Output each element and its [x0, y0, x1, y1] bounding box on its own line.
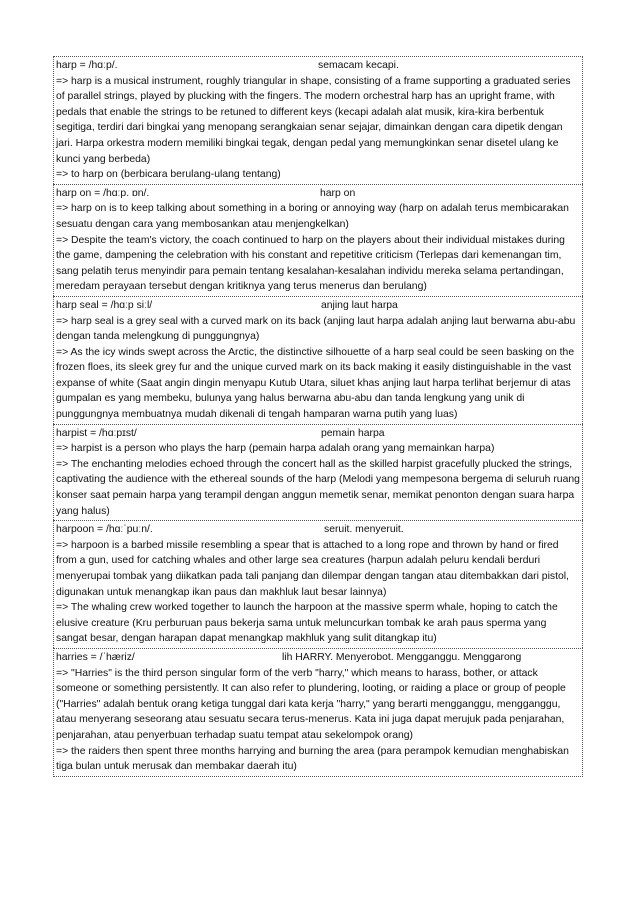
- entry-header: [56, 58, 580, 74]
- headword: harp on = /hɑːp. ɒn/.: [56, 187, 150, 199]
- example-line: => the raiders then spent three months harrying and burning the area (para perampok kemudian menghabiskan tiga bulan untuk merusak dan membakar daerah itu): [56, 745, 569, 773]
- definition-line: => "Harries" is the third person singular form of the verb "harry," which means to harass, bother, or attack someone or something persistently. It can also refer to plundering, looting, or raiding a place or group of people ("Harries" adalah bentuk orang ketiga tunggal dari kata kerja "harry," yang berarti mengganggu, mengganggu, atau menyerang seseorang atau sesuatu secara terus-menerus. Kata ini juga dapat merujuk pada penjarahan, penjarahan, atau penyerbuan terhadap suatu tempat atau sekelompok orang): [56, 667, 566, 741]
- translation: lih HARRY. Menyerobot. Mengganggu. Menggarong: [282, 651, 522, 663]
- definition-line: => to harp on (berbicara berulang-ulang tentang): [56, 169, 281, 181]
- dictionary-entry-harries: [53, 648, 583, 777]
- entry-header: [56, 650, 580, 666]
- dictionary-entry-harp-on: [53, 184, 583, 296]
- dictionary-entry-harpist: [53, 424, 583, 521]
- headword: harpoon = /hɑːˈpuːn/.: [56, 524, 153, 536]
- translation: anjing laut harpa: [321, 299, 398, 311]
- example-line: => The whaling crew worked together to launch the harpoon at the massive sperm whale, hoping to catch the elusive creature (Kru perburuan paus bekerja sama untuk meluncurkan tombak ke arah paus sperma yang sangat besar, dengan harapan dapat menangkap makhluk yang sulit ditangkap itu): [56, 602, 558, 645]
- dictionary-page: [53, 56, 583, 777]
- dictionary-entry-harp: [53, 56, 583, 184]
- headword: harpist = /hɑːpɪst/: [56, 427, 137, 439]
- definition-line: => harp is a musical instrument, roughly triangular in shape, consisting of a frame supporting a graduated series of parallel strings, played by plucking with the fingers. The modern orchestral harp has an upright frame, with pedals that enable the strings to be retuned to different keys (kecapi adalah alat musik, kira-kira berbentuk segitiga, terdiri dari bingkai yang menopang serangkaian senar sejajar, dimainkan dengan cara dipetik dengan jari. Harpa orkestra modern memiliki bingkai tegak, dengan pedal yang memungkinkan senar disetel ulang ke kunci yang berbeda): [56, 75, 571, 165]
- example-line: => As the icy winds swept across the Arctic, the distinctive silhouette of a harp seal could be seen basking on the frozen floes, its sleek grey fur and the unique curved mark on its back making it easily distinguishable in the vast expanse of white (Saat angin dingin menyapu Kutub Utara, siluet khas anjing laut harpa terlihat berjemur di atas gumpalan es yang membeku, bulunya yang halus berwarna abu-abu dan tanda lengkung yang unik di punggungnya membuatnya mudah dikenali di tengah hamparan warna putih yang luas): [56, 346, 575, 421]
- entry-header: [56, 298, 580, 314]
- example-line: => The enchanting melodies echoed through the concert hall as the skilled harpist gracefully plucked the strings, captivating the audience with the ethereal sounds of the harp (Melodi yang mempesona bergema di seluruh ruang konser saat pemain harpa yang terampil dengan anggun memetik senar, memikat penonton dengan suara harpa yang halus): [56, 458, 580, 517]
- example-line: => Despite the team's victory, the coach continued to harp on the players about their individual mistakes during the game, dampening the celebration with his constant and repetitive criticism (Terlepas dari kemenangan tim, sang pelatih terus menyindir para pemain tentang kesalahan-kesalahan individu mereka selama pertandingan, meredam perayaan tersebut dengan kritiknya yang terus menerus dan berulang): [56, 234, 565, 293]
- definition-line: => harp on is to keep talking about something in a boring or annoying way (harp on adalah terus membicarakan sesuatu dengan cara yang membosankan atau menjengkelkan): [56, 203, 569, 230]
- translation: harp on: [320, 187, 356, 199]
- entry-header: [56, 186, 580, 202]
- definition-line: => harpoon is a barbed missile resembling a spear that is attached to a long rope and thrown by hand or fired from a gun, used for catching whales and other large sea creatures (harpun adalah peluru kendali berduri menyerupai tombak yang diikatkan pada tali panjang dan dilempar dengan tangan atau ditembakkan dari pistol, digunakan untuk menangkap ikan paus dan makhluk laut besar lainnya): [56, 539, 569, 598]
- translation: pemain harpa: [321, 427, 385, 439]
- headword: harp seal = /hɑːp siːl/: [56, 299, 153, 311]
- translation: seruit. menyeruit.: [324, 524, 404, 536]
- translation: semacam kecapi.: [318, 60, 399, 71]
- entry-header: [56, 426, 580, 442]
- headword: harries = /ˈhæriz/: [56, 651, 135, 663]
- definition-line: => harpist is a person who plays the harp (pemain harpa adalah orang yang memainkan harpa): [56, 443, 495, 455]
- definition-line: => harp seal is a grey seal with a curved mark on its back (anjing laut harpa adalah anjing laut berwarna abu-abu dengan tanda melengkung di punggungnya): [56, 315, 576, 343]
- dictionary-entry-harp-seal: [53, 296, 583, 424]
- entry-header: [56, 522, 580, 538]
- headword: harp = /hɑːp/.: [56, 60, 118, 71]
- dictionary-entry-harpoon: [53, 520, 583, 648]
